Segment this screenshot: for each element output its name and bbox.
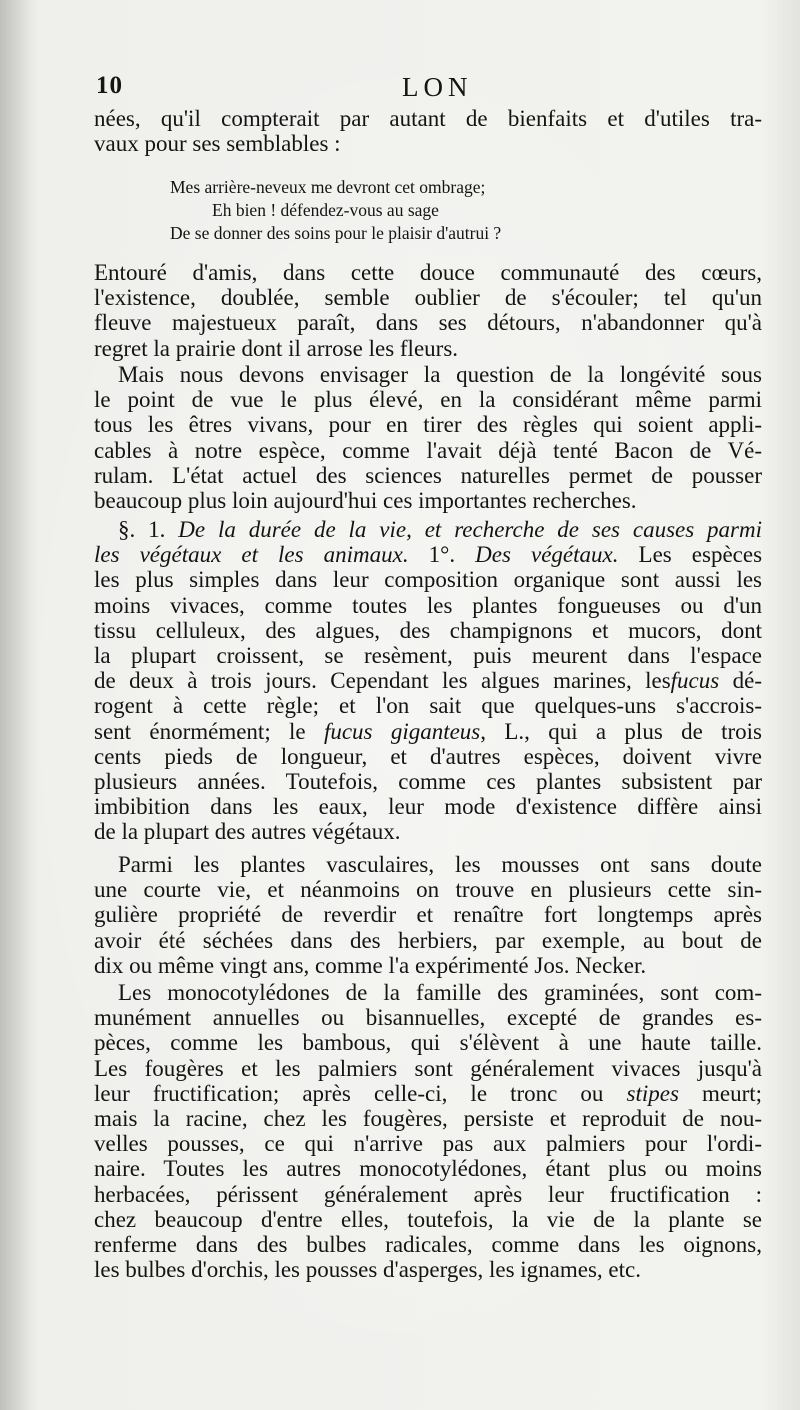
verse-line: Eh bien ! défendez-vous au sage (212, 200, 439, 220)
text-line: rulam. L'état actuel des sciences naturelles permet de pousser (94, 462, 762, 488)
text-fragment: dé- (732, 668, 762, 694)
text-line: renferme dans des bulbes radicales, comme dans les oignons, (94, 1232, 762, 1258)
text-line: chez beaucoup d'entre elles, toutefois, la vie de la plante se (94, 1206, 762, 1232)
text-line: fleuve majestueux paraît, dans ses détours, n'abandonner qu'à (94, 310, 762, 336)
text-fragment: leur fructification; après celle-ci, le tronc ou (94, 1080, 604, 1106)
verse-line: De se donner des soins pour le plaisir d'autrui ? (170, 223, 502, 243)
section-mark: §. 1. (118, 517, 166, 542)
paragraph-5 (94, 852, 762, 978)
italic-term: fucus (670, 668, 720, 694)
paragraph-3 (94, 362, 762, 513)
text-line: nées, qu'il compterait par autant de bienfaits et d'utiles tra- (94, 106, 762, 131)
verse-quotation (170, 176, 590, 245)
text-line: cables à notre espèce, comme l'avait déjà tenté Bacon de Vé- (94, 437, 762, 463)
text-line: Les monocotylédones de la famille des graminées, sont com- (118, 980, 762, 1005)
text-line: vaux pour ses semblables : (94, 131, 341, 157)
text-line: Les fougères et les palmiers sont généralement vivaces jusqu'à (94, 1055, 762, 1081)
text-fragment: meurt; (701, 1080, 763, 1106)
text-line: herbacées, périssent généralement après leur fructification : (94, 1181, 762, 1207)
text-line: Entouré d'amis, dans cette douce communauté des cœurs, (94, 260, 762, 285)
text-line: Mais nous devons envisager la question de la longévité sous (118, 362, 762, 387)
text-line: cents pieds de longueur, et d'autres espèces, doivent vivre (94, 743, 762, 769)
page-number: 10 (96, 72, 123, 99)
text-line: mais la racine, chez les fougères, persiste et reproduit de nou- (94, 1106, 762, 1132)
text-line: la plupart croissent, se resèment, puis meurent dans l'espace (94, 643, 762, 669)
paragraph-section-1 (94, 517, 762, 845)
text-line: pèces, comme les bambous, qui s'élèvent à une haute taille. (94, 1030, 762, 1056)
text-fragment: , L., qui a plus de trois (480, 718, 762, 744)
text-fragment: sent énormément; le (94, 718, 306, 744)
paragraph-1 (94, 106, 762, 156)
text-line: l'existence, doublée, semble oublier de s'écouler; tel qu'un (94, 285, 762, 311)
paragraph-6 (94, 980, 762, 1282)
text-fragment: Les espèces (638, 542, 763, 568)
text-line: rogent à cette règle; et l'on sait que quelques-uns s'accrois- (94, 693, 762, 719)
text-line: naire. Toutes les autres monocotylédones, étant plus ou moins (94, 1156, 762, 1182)
section-title-cont: les végétaux et les animaux. (94, 542, 409, 568)
text-line: tous les êtres vivans, pour en tirer des règles qui soient appli- (94, 412, 762, 438)
verse-line: Mes arrière-neveux me devront cet ombrage; (170, 177, 486, 197)
text-line: munément annuelles ou bisannuelles, excepté de grandes es- (94, 1005, 762, 1031)
text-line: de la plupart des autres végétaux. (94, 819, 401, 845)
text-line: avoir été séchées dans des herbiers, par exemple, au bout de (94, 927, 762, 953)
paragraph-2 (94, 260, 762, 361)
text-line (94, 542, 762, 567)
text-line: imbibition dans les eaux, leur mode d'existence diffère ainsi (94, 794, 762, 820)
text-line: gulière propriété de reverdir et renaître fort longtemps après (94, 902, 762, 928)
subsection-number: 1°. (428, 542, 456, 568)
running-head: LON (402, 72, 473, 102)
text-line: beaucoup plus loin aujourd'hui ces importantes recherches. (94, 488, 637, 514)
text-line: dix ou même vingt ans, comme l'a expérimenté Jos. Necker. (94, 952, 647, 978)
text-fragment: de deux à trois jours. Cependant les algues marines, les (94, 668, 671, 694)
text-line (94, 668, 762, 693)
text-line: une courte vie, et néanmoins on trouve en plusieurs cette sin- (94, 877, 762, 903)
text-line: Parmi les plantes vasculaires, les mousses ont sans doute (118, 852, 762, 877)
text-line: velles pousses, ce qui n'arrive pas aux palmiers pour l'ordi- (94, 1131, 762, 1157)
text-line: les bulbes d'orchis, les pousses d'asperges, les ignames, etc. (94, 1257, 641, 1283)
gutter-shadow (0, 0, 40, 1410)
italic-term: fucus giganteus (323, 718, 481, 744)
text-line: moins vivaces, comme toutes les plantes fongueuses ou d'un (94, 592, 762, 618)
text-line: les plus simples dans leur composition organique sont aussi les (94, 567, 762, 593)
text-line: regret la prairie dont il arrose les fleurs. (94, 335, 459, 361)
text-line (94, 1081, 762, 1106)
italic-term: stipes (626, 1080, 679, 1106)
text-line: plusieurs années. Toutefois, comme ces plantes subsistent par (94, 769, 762, 795)
text-line (94, 517, 762, 542)
text-line: tissu celluleux, des algues, des champignons et mucors, dont (94, 617, 762, 643)
text-line (94, 719, 762, 744)
page-header (88, 72, 760, 108)
subsection-title: Des végétaux. (475, 542, 619, 568)
text-line: le point de vue le plus élevé, en la considérant même parmi (94, 387, 762, 413)
section-title: De la durée de la vie, et recherche de ses causes parmi (178, 517, 763, 542)
